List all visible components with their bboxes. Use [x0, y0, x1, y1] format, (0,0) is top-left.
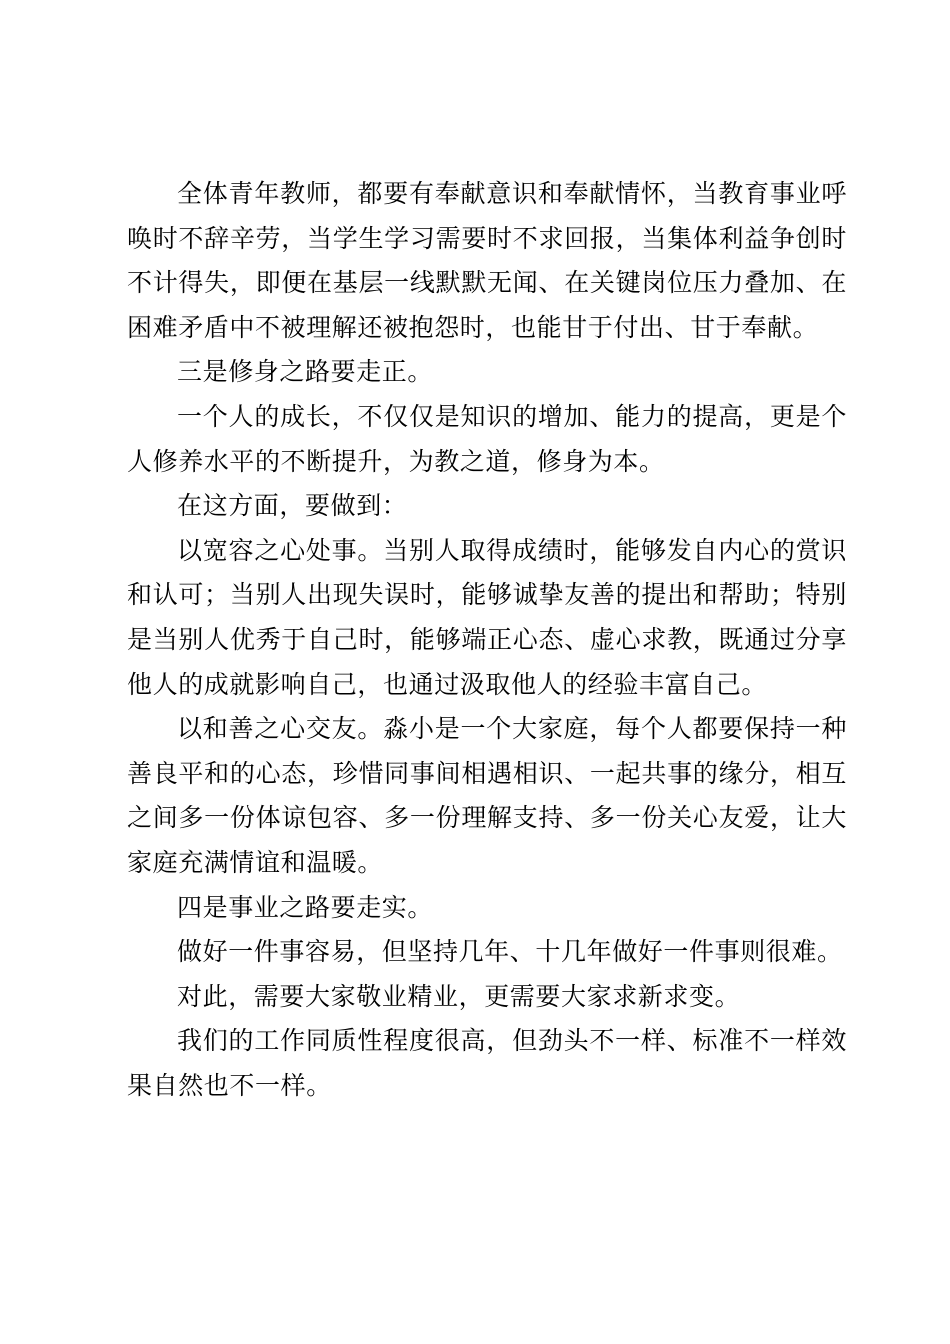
document-body	[127, 172, 847, 1108]
paragraph-tolerance: 以宽容之心处事。当别人取得成绩时，能够发自内心的赏识和认可；当别人出现失误时，能够诚挚友善的提出和帮助；特别是当别人优秀于自己时，能够端正心态、虚心求教，既通过分享他人的成就影响自己，也通过汲取他人的经验丰富自己。	[127, 535, 847, 699]
paragraph-growth: 一个人的成长，不仅仅是知识的增加、能力的提高，更是个人修养水平的不断提升，为教之道，修身为本。	[127, 401, 847, 476]
paragraph-dedication: 全体青年教师，都要有奉献意识和奉献情怀，当教育事业呼唤时不辞辛劳，当学生学习需要时不求回报，当集体利益争创时不计得失，即便在基层一线默默无闻、在关键岗位压力叠加、在困难矛盾中不被理解还被抱怨时，也能甘于付出、甘于奉献。	[127, 179, 847, 342]
heading-self-cultivation: 三是修身之路要走正。	[177, 357, 434, 387]
paragraph-in-this-respect: 在这方面，要做到：	[177, 491, 408, 521]
paragraph-persistence: 做好一件事容易，但坚持几年、十几年做好一件事则很难。	[177, 937, 843, 967]
heading-career: 四是事业之路要走实。	[177, 892, 434, 922]
paragraph-dedication-innovation: 对此，需要大家敬业精业，更需要大家求新求变。	[177, 981, 741, 1011]
paragraph-kindness: 以和善之心交友。淼小是一个大家庭，每个人都要保持一种善良平和的心态，珍惜同事间相遇相识、一起共事的缘分，相互之间多一份体谅包容、多一份理解支持、多一份关心友爱，让大家庭充满情谊和温暖。	[127, 714, 847, 877]
paragraph-work-effect: 我们的工作同质性程度很高，但劲头不一样、标准不一样效果自然也不一样。	[127, 1026, 847, 1100]
